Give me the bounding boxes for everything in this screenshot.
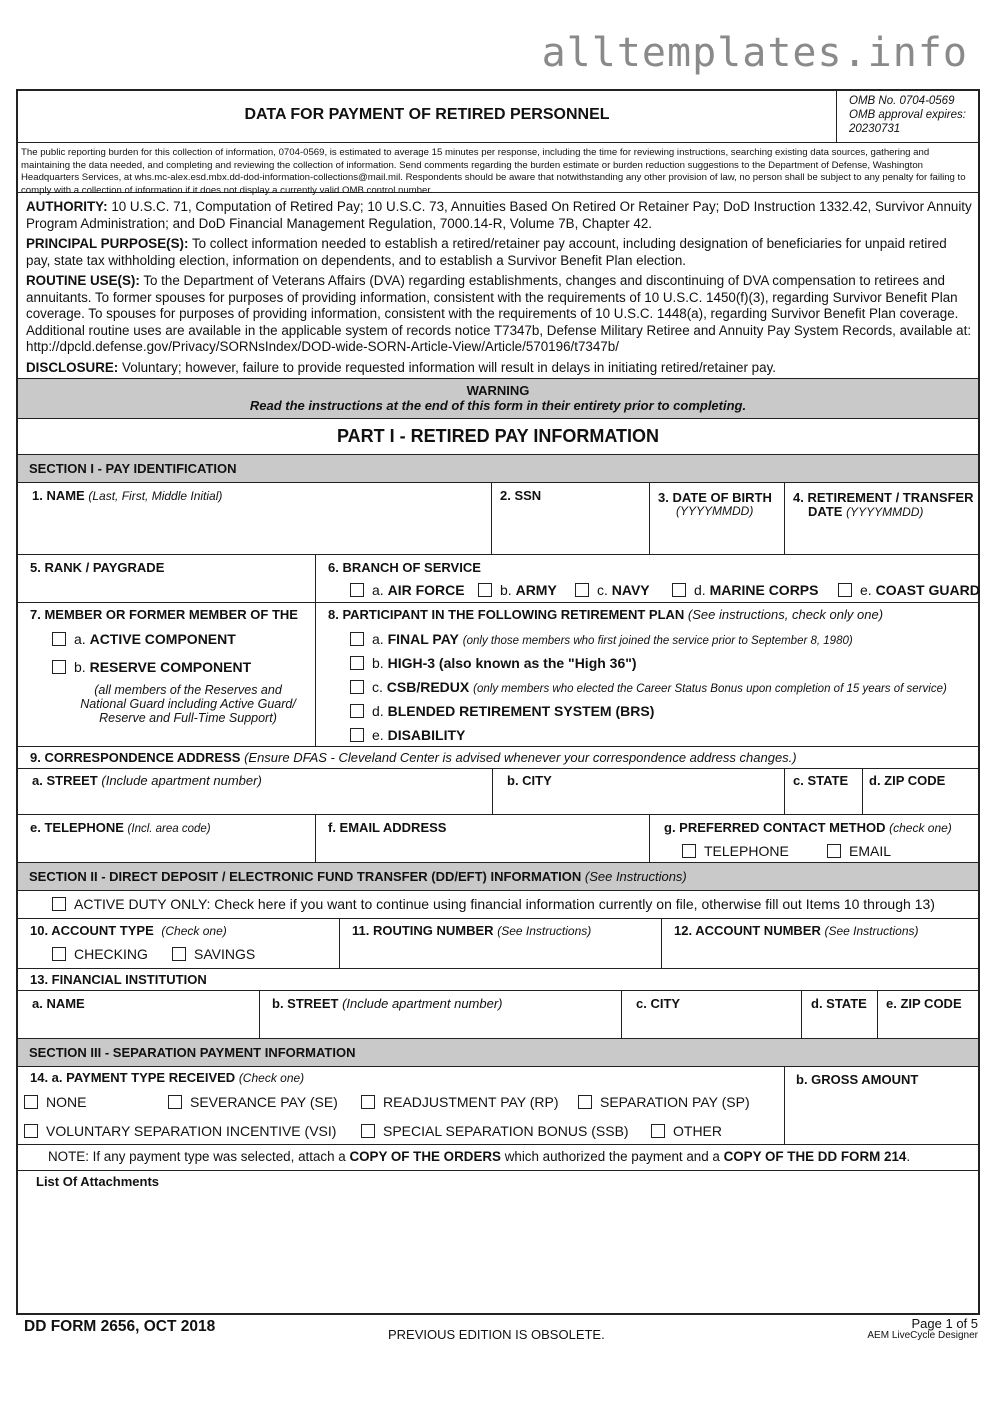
rank-label: 5. RANK / PAYGRADE	[30, 560, 165, 575]
contact-telephone-option[interactable]	[682, 843, 789, 859]
account-number-hint: (See Instructions)	[824, 924, 919, 938]
checkbox-icon[interactable]	[578, 1095, 592, 1109]
option-letter: b.	[74, 659, 86, 675]
dob-field[interactable]	[649, 483, 784, 554]
checkbox-icon[interactable]	[350, 656, 364, 670]
checkbox-icon[interactable]	[350, 632, 364, 646]
purpose-label: PRINCIPAL PURPOSE(S):	[26, 236, 189, 251]
active-duty-option[interactable]	[52, 896, 935, 912]
account-number-label: 12. ACCOUNT NUMBER	[674, 923, 821, 938]
fi-name-label: a. NAME	[32, 996, 85, 1011]
checkbox-icon[interactable]	[682, 844, 696, 858]
section2-hint: (See Instructions)	[584, 869, 687, 884]
privacy-act-statement	[18, 193, 978, 379]
disclosure-text: Voluntary; however, failure to provide requested information will result in delays in initiating retired/retainer pay.	[122, 359, 777, 375]
branch-letter: b.	[500, 582, 512, 598]
checkbox-icon[interactable]	[168, 1095, 182, 1109]
routing-number-field[interactable]	[339, 919, 661, 968]
checking-label: CHECKING	[74, 946, 148, 962]
financial-institution-label: 13. FINANCIAL INSTITUTION	[30, 972, 207, 987]
routing-number-hint: (See Instructions)	[497, 924, 592, 938]
branch-air-force[interactable]	[350, 582, 465, 598]
preferred-contact-hint: (check one)	[889, 821, 952, 835]
plan-final-pay[interactable]	[350, 631, 853, 647]
telephone-field[interactable]	[18, 815, 315, 862]
active-component-option[interactable]	[52, 631, 236, 647]
omb-expiration-label: OMB approval expires:	[849, 109, 966, 121]
payment-type-hint: (Check one)	[238, 1071, 305, 1085]
email-field[interactable]	[315, 815, 649, 862]
part1-title: PART I - RETIRED PAY INFORMATION	[336, 426, 659, 446]
checkbox-icon[interactable]	[52, 947, 66, 961]
payment-separation-label: SEPARATION PAY (SP)	[600, 1094, 750, 1110]
account-row	[18, 919, 978, 969]
payment-separation[interactable]	[578, 1094, 750, 1110]
checkbox-icon[interactable]	[361, 1095, 375, 1109]
branch-label-army: ARMY	[515, 582, 557, 598]
city-label: b. CITY	[507, 773, 552, 788]
checkbox-icon[interactable]	[24, 1124, 38, 1138]
name-field[interactable]	[18, 483, 491, 554]
burden-statement: The public reporting burden for this collection of information, 0704-0569, is estimated to average 15 minutes per response, including the time for reviewing instructions, searching existing data sources, gathering and maintaining the data needed, and completing and reviewing the collection of information. Send comments regarding the burden estimate or burden reduction suggestions to the Department of Defense, Washington Headquarters Services, at whs.mc-alex.esd.mbx.dd-dod-information-collections@mail.mil. Respondents should be aware that notwithstanding any other provision of law, no person shall be subject to any penalty for failing to comply with a collection of information if it does not display a currently valid OMB control number.	[21, 147, 966, 196]
checkbox-icon[interactable]	[827, 844, 841, 858]
retirement-date-label-2: DATE	[808, 504, 843, 519]
warning-text: Read the instructions at the end of this form in their entirety prior to completing.	[249, 398, 747, 413]
plan-high-3[interactable]	[350, 655, 637, 671]
branch-label: 6. BRANCH OF SERVICE	[328, 560, 481, 575]
gross-amount-field[interactable]	[784, 1067, 978, 1144]
gross-amount-label: b. GROSS AMOUNT	[796, 1072, 919, 1087]
pay-id-row	[18, 483, 978, 555]
active-duty-label: ACTIVE DUTY ONLY: Check here if you want to continue using financial information currently on file, otherwise fill out Items 10 through 13)	[74, 896, 935, 912]
payment-none[interactable]	[24, 1094, 86, 1110]
payment-none-label: NONE	[46, 1094, 87, 1110]
branch-navy[interactable]	[575, 582, 650, 598]
correspondence-address-hint: (Ensure DFAS - Cleveland Center is advised whenever your correspondence address changes.)	[244, 750, 797, 765]
option-letter: a.	[74, 631, 86, 647]
checkbox-icon[interactable]	[575, 583, 589, 597]
previous-edition-note: PREVIOUS EDITION IS OBSOLETE.	[388, 1327, 605, 1342]
checkbox-icon[interactable]	[172, 947, 186, 961]
telephone-hint: (Incl. area code)	[127, 823, 211, 835]
payment-type-row	[18, 1067, 978, 1145]
option-letter: a.	[372, 631, 384, 647]
routine-use-text: To the Department of Veterans Affairs (DVA) regarding establishments, changes and discontinuing of DVA compensation to retirees and annuitants. To former spouses for purposes of providing information, consistent with the requirements of 10 U.S.C. 1450(f)(3), regarding Survivor Benefit Plan coverage. To spouses for purposes of providing information, consistent with the requirements of 10 U.S.C. 1448(a), regarding Survivor Benefit Plan coverage. Additional routine uses are available in the applicable system of records notice T7347b, Defense Military Retiree and Annuity Pay System Records, available at: http://dpcld.defense.gov/Privacy/SORNsIndex/DOD-wide-SORN-Article-View/Article/570196/t7347b/	[26, 273, 972, 354]
plan-note: (only members who elected the Career Status Bonus upon completion of 15 years of service)	[473, 683, 947, 695]
checkbox-icon[interactable]	[52, 897, 66, 911]
attachments-label: List Of Attachments	[36, 1174, 160, 1189]
reserve-note-line: (all members of the Reserves and	[94, 683, 282, 697]
warning-title: WARNING	[466, 383, 530, 398]
payment-readjustment[interactable]	[361, 1094, 559, 1110]
fi-state-field[interactable]	[801, 991, 877, 1038]
street-hint: (Include apartment number)	[101, 773, 262, 788]
checkbox-icon[interactable]	[651, 1124, 665, 1138]
branch-army[interactable]	[478, 582, 557, 598]
fi-street-label: b. STREET	[272, 996, 339, 1011]
address-row	[18, 769, 978, 815]
contact-telephone-label: TELEPHONE	[704, 843, 789, 859]
burden-statement-row	[18, 143, 978, 196]
component-plan-row	[18, 603, 978, 747]
option-letter: e.	[372, 727, 384, 743]
fi-street-hint: (Include apartment number)	[342, 996, 503, 1011]
plan-brs[interactable]	[350, 703, 654, 719]
authority-text: 10 U.S.C. 71, Computation of Retired Pay; 10 U.S.C. 73, Annuities Based On Retired Or Retainer Pay; DoD Instruction 1332.42, Survivor Annuity Program Administration; and DoD Financial Management Regulation, 7000.14-R, Volume 7B, Chapter 42.	[26, 199, 972, 231]
dd-form-2656	[16, 89, 980, 1315]
retirement-date-label: 4. RETIREMENT / TRANSFER	[793, 490, 974, 505]
account-number-field[interactable]	[661, 919, 978, 968]
fi-city-label: c. CITY	[636, 996, 681, 1011]
section3-header	[18, 1039, 978, 1067]
branch-field	[315, 555, 978, 602]
checkbox-icon[interactable]	[672, 583, 686, 597]
branch-letter: d.	[694, 582, 706, 598]
savings-option[interactable]	[172, 946, 255, 962]
correspondence-address-label: 9. CORRESPONDENCE ADDRESS	[30, 750, 241, 765]
option-letter: d.	[372, 703, 384, 719]
rank-field[interactable]	[18, 555, 315, 602]
branch-letter: e.	[860, 582, 872, 598]
section2-title: SECTION II - DIRECT DEPOSIT / ELECTRONIC FUND TRANSFER (DD/EFT) INFORMATION	[29, 869, 582, 884]
warning-banner	[18, 379, 978, 419]
checkbox-icon[interactable]	[350, 680, 364, 694]
component-field	[18, 603, 315, 746]
payment-severance-label: SEVERANCE PAY (SE)	[190, 1094, 338, 1110]
note-text: which authorized the payment and a	[500, 1149, 724, 1164]
component-label: 7. MEMBER OR FORMER MEMBER OF THE	[30, 607, 298, 622]
checking-option[interactable]	[52, 946, 148, 962]
financial-institution-row	[18, 991, 978, 1039]
purpose-text: To collect information needed to establish a retired/retainer pay account, including designation of beneficiaries for unpaid retired pay, state tax withholding election, information on dependents, and to establish a Survivor Benefit Plan election.	[26, 236, 947, 268]
form-id: DD FORM 2656, OCT 2018	[24, 1318, 216, 1335]
ssn-label: 2. SSN	[500, 488, 542, 503]
fi-city-field[interactable]	[621, 991, 801, 1038]
plan-label-brs: BLENDED RETIREMENT SYSTEM (BRS)	[387, 703, 655, 719]
checkbox-icon[interactable]	[350, 728, 364, 742]
city-field[interactable]	[492, 769, 784, 814]
reserve-note-line: Reserve and Full-Time Support)	[99, 711, 277, 725]
name-hint: (Last, First, Middle Initial)	[88, 489, 223, 503]
fi-state-label: d. STATE	[811, 996, 867, 1011]
retirement-plan-label: 8. PARTICIPANT IN THE FOLLOWING RETIREMENT PLAN	[328, 607, 685, 622]
reserve-component-label: RESERVE COMPONENT	[89, 659, 252, 675]
ssn-field[interactable]	[491, 483, 649, 554]
branch-coast-guard[interactable]	[838, 582, 980, 598]
checkbox-icon[interactable]	[361, 1124, 375, 1138]
disclosure-label: DISCLOSURE:	[26, 359, 119, 375]
dob-hint: (YYYYMMDD)	[676, 504, 754, 518]
payment-readjustment-label: READJUSTMENT PAY (RP)	[383, 1094, 559, 1110]
plan-disability[interactable]	[350, 727, 465, 743]
note-text: NOTE: If any payment type was selected, attach a	[48, 1149, 350, 1164]
zip-field[interactable]	[862, 769, 978, 814]
financial-institution-header	[18, 969, 978, 991]
section3-title: SECTION III - SEPARATION PAYMENT INFORMATION	[29, 1045, 356, 1060]
omb-expiration-date: 20230731	[849, 123, 901, 135]
payment-other[interactable]	[651, 1123, 722, 1139]
checkbox-icon[interactable]	[52, 660, 66, 674]
form-header	[18, 91, 978, 143]
plan-label-high-3: HIGH-3 (also known as the "High 36")	[387, 655, 637, 671]
section2-header	[18, 863, 978, 891]
note-dd214: COPY OF THE DD FORM 214	[723, 1149, 907, 1164]
watermark: alltemplates.info	[541, 30, 968, 76]
option-letter: c.	[372, 679, 383, 695]
checkbox-icon[interactable]	[350, 583, 364, 597]
payment-type-label: 14. a. PAYMENT TYPE RECEIVED	[30, 1070, 236, 1085]
plan-label-disability: DISABILITY	[387, 727, 466, 743]
reserve-component-option[interactable]	[52, 659, 251, 675]
note-text: .	[906, 1149, 911, 1164]
payment-ssb[interactable]	[361, 1123, 629, 1139]
active-component-label: ACTIVE COMPONENT	[89, 631, 236, 647]
reserve-note-line: National Guard including Active Guard/	[80, 697, 296, 711]
branch-label-coast-guard: COAST GUARD	[875, 582, 980, 598]
retirement-date-field[interactable]	[784, 483, 978, 554]
branch-letter: c.	[597, 582, 608, 598]
payment-severance[interactable]	[168, 1094, 338, 1110]
contact-row	[18, 815, 978, 863]
zip-label: d. ZIP CODE	[869, 773, 946, 788]
email-label: f. EMAIL ADDRESS	[328, 820, 447, 835]
name-label: 1. NAME	[32, 488, 85, 503]
retirement-date-hint: (YYYYMMDD)	[846, 505, 924, 519]
payment-vsi[interactable]	[24, 1123, 336, 1139]
attachment-note	[48, 1149, 910, 1164]
street-field[interactable]	[18, 769, 492, 814]
payment-other-label: OTHER	[673, 1123, 722, 1139]
checkbox-icon[interactable]	[478, 583, 492, 597]
plan-csb-redux[interactable]	[350, 679, 947, 695]
account-type-hint: (Check one)	[161, 924, 227, 938]
plan-label-csb-redux: CSB/REDUX	[386, 679, 470, 695]
branch-marine-corps[interactable]	[672, 582, 818, 598]
checkbox-icon[interactable]	[52, 632, 66, 646]
state-field[interactable]	[784, 769, 862, 814]
telephone-label: e. TELEPHONE	[30, 820, 124, 835]
branch-label-marine-corps: MARINE CORPS	[709, 582, 819, 598]
plan-note: (only those members who first joined the service prior to September 8, 1980)	[462, 635, 853, 647]
note-orders: COPY OF THE ORDERS	[349, 1149, 501, 1164]
preferred-contact-field	[649, 815, 978, 862]
routine-use-label: ROUTINE USE(S):	[26, 273, 140, 288]
street-label: a. STREET	[32, 773, 98, 788]
omb-box	[836, 91, 978, 142]
branch-letter: a.	[372, 582, 384, 598]
branch-label-navy: NAVY	[611, 582, 650, 598]
fi-zip-field[interactable]	[877, 991, 978, 1038]
attachment-note-row	[18, 1145, 978, 1171]
payment-ssb-label: SPECIAL SEPARATION BONUS (SSB)	[383, 1123, 629, 1139]
correspondence-address-header	[18, 747, 978, 769]
payment-vsi-label: VOLUNTARY SEPARATION INCENTIVE (VSI)	[46, 1123, 337, 1139]
retirement-plan-hint: (See instructions, check only one)	[687, 607, 884, 622]
form-title: DATA FOR PAYMENT OF RETIRED PERSONNEL	[244, 106, 610, 123]
active-duty-row	[18, 891, 978, 919]
account-type-label: 10. ACCOUNT TYPE	[30, 923, 154, 938]
fi-name-field[interactable]	[18, 991, 259, 1038]
fi-street-field[interactable]	[259, 991, 621, 1038]
retirement-plan-field	[315, 603, 978, 746]
part1-heading-row	[18, 419, 978, 455]
fi-zip-label: e. ZIP CODE	[886, 996, 962, 1011]
payment-type-field	[18, 1067, 784, 1144]
account-type-field	[18, 919, 339, 968]
contact-email-label: EMAIL	[849, 843, 892, 859]
preferred-contact-label: g. PREFERRED CONTACT METHOD	[664, 820, 886, 835]
savings-label: SAVINGS	[194, 946, 256, 962]
authority-label: AUTHORITY:	[26, 199, 108, 214]
section1-header	[18, 455, 978, 483]
option-letter: b.	[372, 655, 384, 671]
state-label: c. STATE	[793, 773, 849, 788]
omb-number: OMB No. 0704-0569	[849, 95, 955, 107]
page-number: Page 1 of 5	[911, 1316, 978, 1331]
section1-title: SECTION I - PAY IDENTIFICATION	[29, 461, 237, 476]
checkbox-icon[interactable]	[24, 1095, 38, 1109]
attachments-area[interactable]	[18, 1171, 978, 1313]
routing-number-label: 11. ROUTING NUMBER	[352, 923, 494, 938]
reserve-note	[58, 683, 318, 725]
checkbox-icon[interactable]	[350, 704, 364, 718]
contact-email-option[interactable]	[827, 843, 891, 859]
branch-label-air-force: AIR FORCE	[387, 582, 465, 598]
checkbox-icon[interactable]	[838, 583, 852, 597]
rank-branch-row	[18, 555, 978, 603]
designer-note: AEM LiveCycle Designer	[867, 1330, 978, 1341]
plan-label-final-pay: FINAL PAY	[387, 631, 459, 647]
dob-label: 3. DATE OF BIRTH	[658, 490, 772, 505]
